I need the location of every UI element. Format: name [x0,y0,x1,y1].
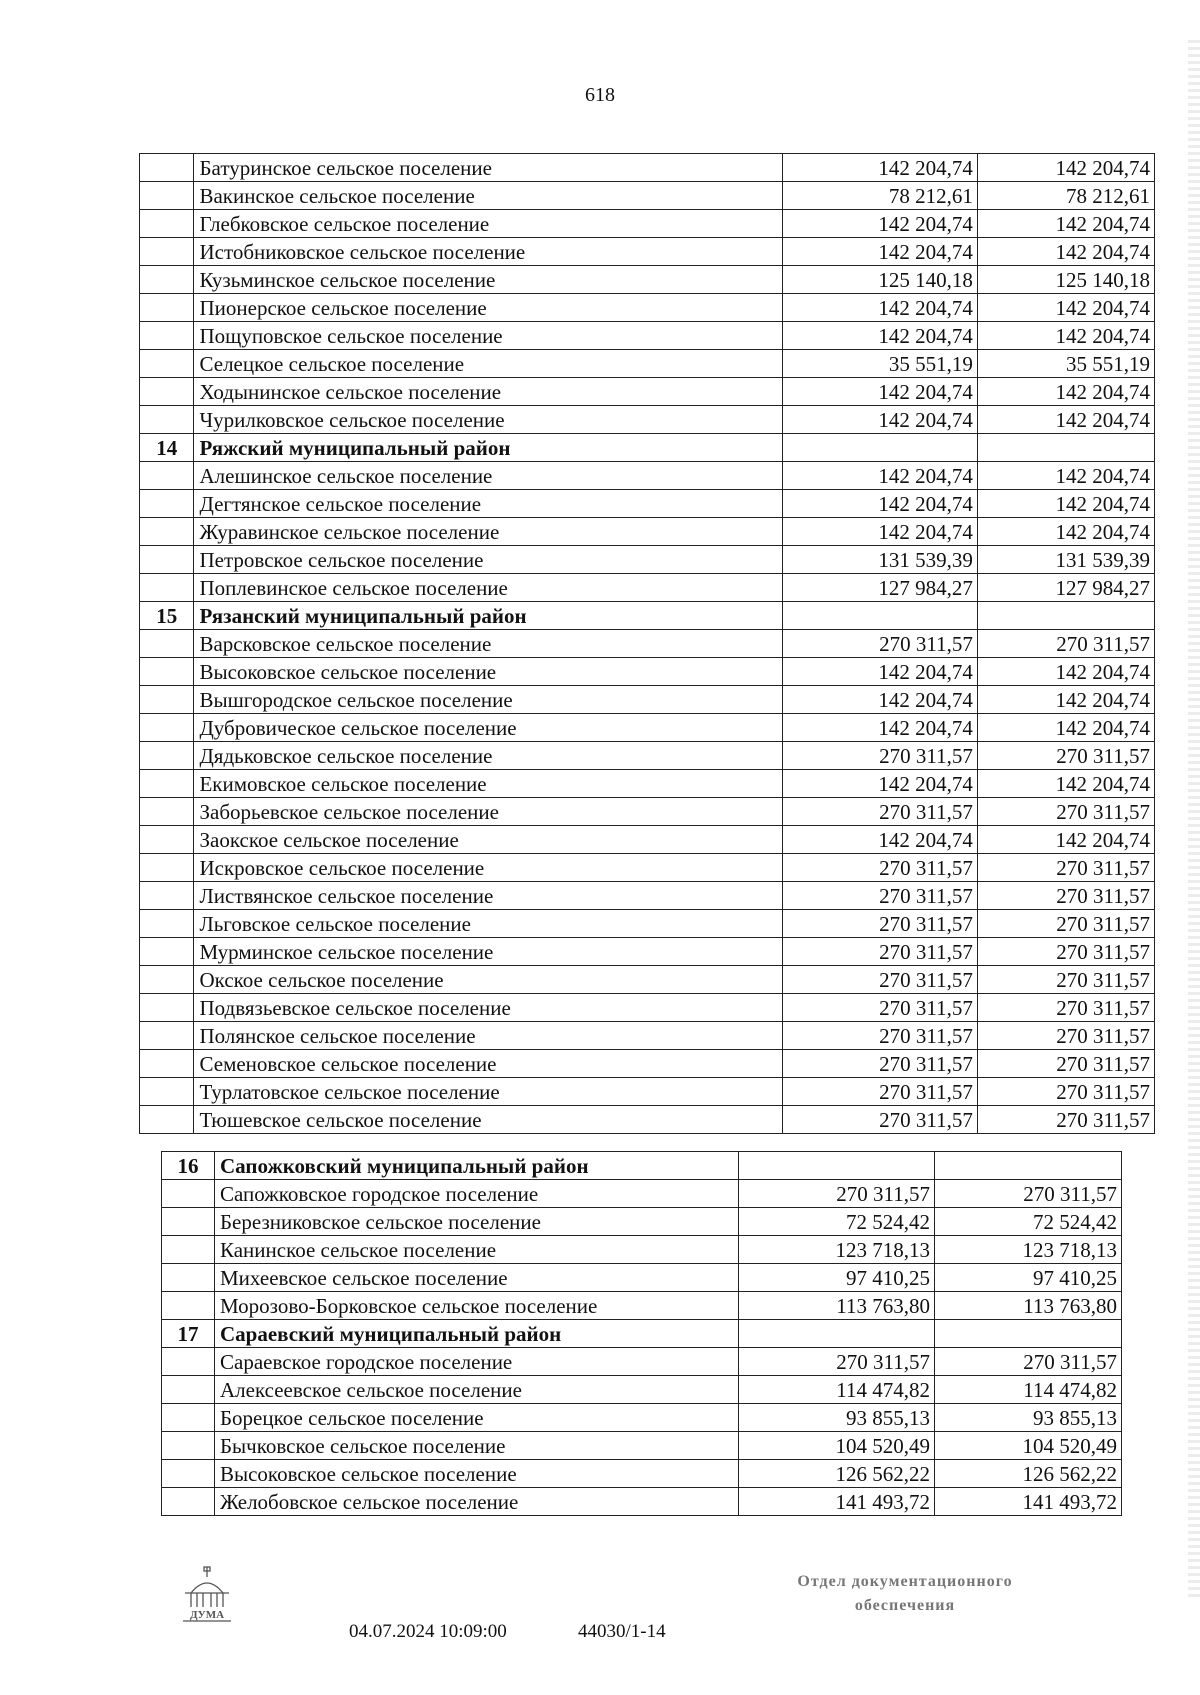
amount-col1-cell: 78 212,61 [782,182,977,210]
amount-col1-cell: 142 204,74 [782,826,977,854]
amount-col1-cell: 270 311,57 [782,1106,977,1134]
amount-col1-cell: 35 551,19 [782,350,977,378]
table-row [140,462,1155,490]
table-row [140,714,1155,742]
table-row [140,630,1155,658]
row-index-cell [140,574,194,602]
amount-col1-cell: 142 204,74 [782,322,977,350]
amount-col2-cell: 142 204,74 [977,686,1154,714]
settlement-name-cell: Дегтянское сельское поселение [194,490,782,518]
amount-col2-cell: 126 562,22 [935,1460,1122,1488]
department-stamp [755,1570,1055,1618]
settlement-name-cell: Селецкое сельское поселение [194,350,782,378]
settlement-name-cell: Журавинское сельское поселение [194,518,782,546]
amount-col2-cell: 142 204,74 [977,238,1154,266]
amount-col2-cell: 142 204,74 [977,658,1154,686]
table-row [140,350,1155,378]
amount-col1-cell: 127 984,27 [782,574,977,602]
table-row [140,182,1155,210]
row-index-cell [162,1376,215,1404]
settlement-name-cell: Ходынинское сельское поселение [194,378,782,406]
amount-col2-cell: 142 204,74 [977,154,1154,182]
amount-col2-cell: 72 524,42 [935,1208,1122,1236]
amount-col2-cell: 270 311,57 [977,882,1154,910]
amount-col2-cell: 113 763,80 [935,1292,1122,1320]
settlement-name-cell: Чурилковское сельское поселение [194,406,782,434]
table-row [140,798,1155,826]
table-row [140,742,1155,770]
row-index-cell [162,1404,215,1432]
amount-col2-cell: 93 855,13 [935,1404,1122,1432]
row-index-cell [140,938,194,966]
row-index-cell [140,966,194,994]
amount-col1-cell: 142 204,74 [782,294,977,322]
table-row [162,1404,1122,1432]
amount-col2-cell: 270 311,57 [977,630,1154,658]
table-row [140,1106,1155,1134]
amount-col1-cell: 270 311,57 [782,938,977,966]
amount-col1-cell: 270 311,57 [739,1180,935,1208]
row-index-cell [140,910,194,938]
table-row [162,1236,1122,1264]
row-index-cell: 14 [140,434,194,462]
table-row [140,1050,1155,1078]
table-row [140,854,1155,882]
row-index-cell [140,1050,194,1078]
settlement-name-cell: Высоковское сельское поселение [194,658,782,686]
settlement-name-cell: Дядьковское сельское поселение [194,742,782,770]
amount-col2-cell: 142 204,74 [977,770,1154,798]
table-row [140,938,1155,966]
settlement-name-cell: Сапожковский муниципальный район [215,1152,739,1180]
table-row [162,1348,1122,1376]
amount-col2-cell: 270 311,57 [977,742,1154,770]
row-index-cell [140,518,194,546]
row-index-cell [162,1264,215,1292]
settlement-name-cell: Заокское сельское поселение [194,826,782,854]
amount-col1-cell: 142 204,74 [782,658,977,686]
settlement-name-cell: Морозово-Борковское сельское поселение [215,1292,739,1320]
amount-col2-cell: 142 204,74 [977,210,1154,238]
table-row [162,1208,1122,1236]
amount-col1-cell: 270 311,57 [782,854,977,882]
settlement-name-cell: Вышгородское сельское поселение [194,686,782,714]
settlement-name-cell: Пионерское сельское поселение [194,294,782,322]
settlement-name-cell: Петровское сельское поселение [194,546,782,574]
amount-col2-cell: 270 311,57 [977,1022,1154,1050]
table-row [140,658,1155,686]
amount-col1-cell: 104 520,49 [739,1432,935,1460]
table-row [162,1432,1122,1460]
amount-col2-cell: 270 311,57 [977,938,1154,966]
row-index-cell [140,770,194,798]
amount-col1-cell: 142 204,74 [782,770,977,798]
row-index-cell [162,1292,215,1320]
row-index-cell [140,182,194,210]
amount-col1-cell [782,602,977,630]
table-row [140,406,1155,434]
row-index-cell [162,1348,215,1376]
settlement-name-cell: Вакинское сельское поселение [194,182,782,210]
amount-col2-cell: 142 204,74 [977,714,1154,742]
row-index-cell [140,1106,194,1134]
row-index-cell [140,1078,194,1106]
row-index-cell [140,350,194,378]
table-row [140,294,1155,322]
footer-registration-number: 44030/1-14 [578,1621,666,1642]
district-header-row [140,602,1155,630]
amount-col2-cell: 114 474,82 [935,1376,1122,1404]
amount-col1-cell: 142 204,74 [782,154,977,182]
budget-table-part-b [161,1151,1122,1516]
settlement-name-cell: Льговское сельское поселение [194,910,782,938]
amount-col2-cell: 131 539,39 [977,546,1154,574]
table-row [140,490,1155,518]
amount-col2-cell: 142 204,74 [977,462,1154,490]
amount-col1-cell: 142 204,74 [782,378,977,406]
amount-col2-cell: 270 311,57 [977,1078,1154,1106]
settlement-name-cell: Листвянское сельское поселение [194,882,782,910]
settlement-name-cell: Екимовское сельское поселение [194,770,782,798]
table-row [162,1376,1122,1404]
row-index-cell [140,742,194,770]
amount-col2-cell: 123 718,13 [935,1236,1122,1264]
district-header-row [162,1152,1122,1180]
amount-col1-cell: 270 311,57 [782,798,977,826]
row-index-cell [162,1208,215,1236]
amount-col1-cell: 270 311,57 [782,1078,977,1106]
row-index-cell [162,1180,215,1208]
settlement-name-cell: Пощуповское сельское поселение [194,322,782,350]
row-index-cell: 17 [162,1320,215,1348]
settlement-name-cell: Мурминское сельское поселение [194,938,782,966]
settlement-name-cell: Подвязьевское сельское поселение [194,994,782,1022]
amount-col2-cell: 270 311,57 [977,994,1154,1022]
table-row [140,966,1155,994]
amount-col1-cell: 126 562,22 [739,1460,935,1488]
table-row [140,574,1155,602]
amount-col1-cell [739,1152,935,1180]
settlement-name-cell: Семеновское сельское поселение [194,1050,782,1078]
settlement-name-cell: Березниковское сельское поселение [215,1208,739,1236]
amount-col2-cell: 270 311,57 [977,1106,1154,1134]
row-index-cell [140,266,194,294]
settlement-name-cell: Алешинское сельское поселение [194,462,782,490]
row-index-cell [140,462,194,490]
table-row [140,210,1155,238]
district-header-row [162,1320,1122,1348]
row-index-cell [162,1460,215,1488]
amount-col2-cell [977,434,1154,462]
amount-col1-cell: 270 311,57 [782,742,977,770]
amount-col2-cell: 142 204,74 [977,378,1154,406]
amount-col2-cell: 270 311,57 [935,1348,1122,1376]
row-index-cell [162,1488,215,1516]
settlement-name-cell: Полянское сельское поселение [194,1022,782,1050]
amount-col2-cell: 142 204,74 [977,490,1154,518]
settlement-name-cell: Высоковское сельское поселение [215,1460,739,1488]
amount-col1-cell: 270 311,57 [782,882,977,910]
amount-col1-cell [782,434,977,462]
amount-col1-cell: 270 311,57 [782,910,977,938]
amount-col1-cell: 142 204,74 [782,714,977,742]
scan-edge-artifact [1188,40,1200,1600]
amount-col1-cell: 123 718,13 [739,1236,935,1264]
amount-col2-cell: 97 410,25 [935,1264,1122,1292]
row-index-cell [140,994,194,1022]
amount-col2-cell: 142 204,74 [977,322,1154,350]
table-row [140,686,1155,714]
table-row [162,1264,1122,1292]
amount-col1-cell: 142 204,74 [782,518,977,546]
table-row [162,1180,1122,1208]
table-row [140,154,1155,182]
settlement-name-cell: Окское сельское поселение [194,966,782,994]
row-index-cell [140,1022,194,1050]
amount-col2-cell: 142 204,74 [977,826,1154,854]
row-index-cell [140,210,194,238]
amount-col2-cell: 78 212,61 [977,182,1154,210]
row-index-cell [140,322,194,350]
amount-col1-cell: 93 855,13 [739,1404,935,1432]
row-index-cell [140,630,194,658]
amount-col2-cell [935,1152,1122,1180]
amount-col1-cell: 270 311,57 [782,630,977,658]
amount-col2-cell: 270 311,57 [977,966,1154,994]
amount-col1-cell: 142 204,74 [782,490,977,518]
settlement-name-cell: Заборьевское сельское поселение [194,798,782,826]
settlement-name-cell: Бычковское сельское поселение [215,1432,739,1460]
row-index-cell [162,1432,215,1460]
row-index-cell [140,546,194,574]
table-row [140,322,1155,350]
settlement-name-cell: Рязанский муниципальный район [194,602,782,630]
amount-col1-cell: 114 474,82 [739,1376,935,1404]
row-index-cell [162,1236,215,1264]
amount-col2-cell: 104 520,49 [935,1432,1122,1460]
amount-col2-cell [935,1320,1122,1348]
amount-col2-cell: 125 140,18 [977,266,1154,294]
table-row [162,1488,1122,1516]
settlement-name-cell: Ряжский муниципальный район [194,434,782,462]
settlement-name-cell: Сараевское городское поселение [215,1348,739,1376]
settlement-name-cell: Сараевский муниципальный район [215,1320,739,1348]
amount-col1-cell: 270 311,57 [782,1022,977,1050]
row-index-cell [140,854,194,882]
settlement-name-cell: Тюшевское сельское поселение [194,1106,782,1134]
page-number: 618 [585,84,615,106]
amount-col1-cell: 270 311,57 [739,1348,935,1376]
row-index-cell [140,882,194,910]
table-row [162,1292,1122,1320]
table-row [140,238,1155,266]
table-row [140,882,1155,910]
amount-col2-cell [977,602,1154,630]
settlement-name-cell: Искровское сельское поселение [194,854,782,882]
row-index-cell: 15 [140,602,194,630]
table-row [140,518,1155,546]
amount-col1-cell: 142 204,74 [782,238,977,266]
amount-col2-cell: 270 311,57 [977,798,1154,826]
stamp-line-2: обеспечения [854,1597,956,1614]
table-row [140,1022,1155,1050]
row-index-cell [140,238,194,266]
settlement-name-cell: Михеевское сельское поселение [215,1264,739,1292]
amount-col2-cell: 270 311,57 [977,854,1154,882]
duma-logo-icon [177,1565,237,1623]
row-index-cell [140,490,194,518]
row-index-cell [140,658,194,686]
amount-col1-cell: 141 493,72 [739,1488,935,1516]
table-row [140,378,1155,406]
amount-col1-cell: 125 140,18 [782,266,977,294]
row-index-cell [140,714,194,742]
settlement-name-cell: Истобниковское сельское поселение [194,238,782,266]
amount-col1-cell: 142 204,74 [782,462,977,490]
amount-col1-cell: 113 763,80 [739,1292,935,1320]
amount-col2-cell: 270 311,57 [977,910,1154,938]
table-row [140,546,1155,574]
amount-col2-cell: 142 204,74 [977,518,1154,546]
amount-col1-cell: 72 524,42 [739,1208,935,1236]
row-index-cell [140,686,194,714]
amount-col2-cell: 35 551,19 [977,350,1154,378]
table-row [140,770,1155,798]
amount-col2-cell: 142 204,74 [977,294,1154,322]
settlement-name-cell: Батуринское сельское поселение [194,154,782,182]
amount-col1-cell: 270 311,57 [782,994,977,1022]
settlement-name-cell: Турлатовское сельское поселение [194,1078,782,1106]
logo-text: ДУМА [189,1609,225,1621]
settlement-name-cell: Борецкое сельское поселение [215,1404,739,1432]
settlement-name-cell: Дубровическое сельское поселение [194,714,782,742]
amount-col1-cell: 142 204,74 [782,686,977,714]
amount-col2-cell: 270 311,57 [977,1050,1154,1078]
amount-col1-cell: 270 311,57 [782,1050,977,1078]
amount-col1-cell: 131 539,39 [782,546,977,574]
settlement-name-cell: Желобовское сельское поселение [215,1488,739,1516]
table-row [140,266,1155,294]
settlement-name-cell: Канинское сельское поселение [215,1236,739,1264]
amount-col1-cell: 142 204,74 [782,210,977,238]
row-index-cell [140,826,194,854]
footer-datetime: 04.07.2024 10:09:00 [349,1621,507,1642]
table-row [140,826,1155,854]
settlement-name-cell: Кузьминское сельское поселение [194,266,782,294]
table-row [140,1078,1155,1106]
row-index-cell [140,378,194,406]
amount-col1-cell: 270 311,57 [782,966,977,994]
row-index-cell: 16 [162,1152,215,1180]
amount-col1-cell: 97 410,25 [739,1264,935,1292]
settlement-name-cell: Варсковское сельское поселение [194,630,782,658]
amount-col2-cell: 141 493,72 [935,1488,1122,1516]
table-row [140,910,1155,938]
row-index-cell [140,798,194,826]
stamp-line-1: Отдел документационного [797,1573,1013,1590]
amount-col2-cell: 270 311,57 [935,1180,1122,1208]
settlement-name-cell: Глебковское сельское поселение [194,210,782,238]
amount-col1-cell [739,1320,935,1348]
budget-table-part-a [139,153,1155,1134]
amount-col2-cell: 142 204,74 [977,406,1154,434]
row-index-cell [140,294,194,322]
amount-col2-cell: 127 984,27 [977,574,1154,602]
settlement-name-cell: Алексеевское сельское поселение [215,1376,739,1404]
row-index-cell [140,406,194,434]
district-header-row [140,434,1155,462]
settlement-name-cell: Поплевинское сельское поселение [194,574,782,602]
amount-col1-cell: 142 204,74 [782,406,977,434]
row-index-cell [140,154,194,182]
table-row [140,994,1155,1022]
settlement-name-cell: Сапожковское городское поселение [215,1180,739,1208]
table-row [162,1460,1122,1488]
